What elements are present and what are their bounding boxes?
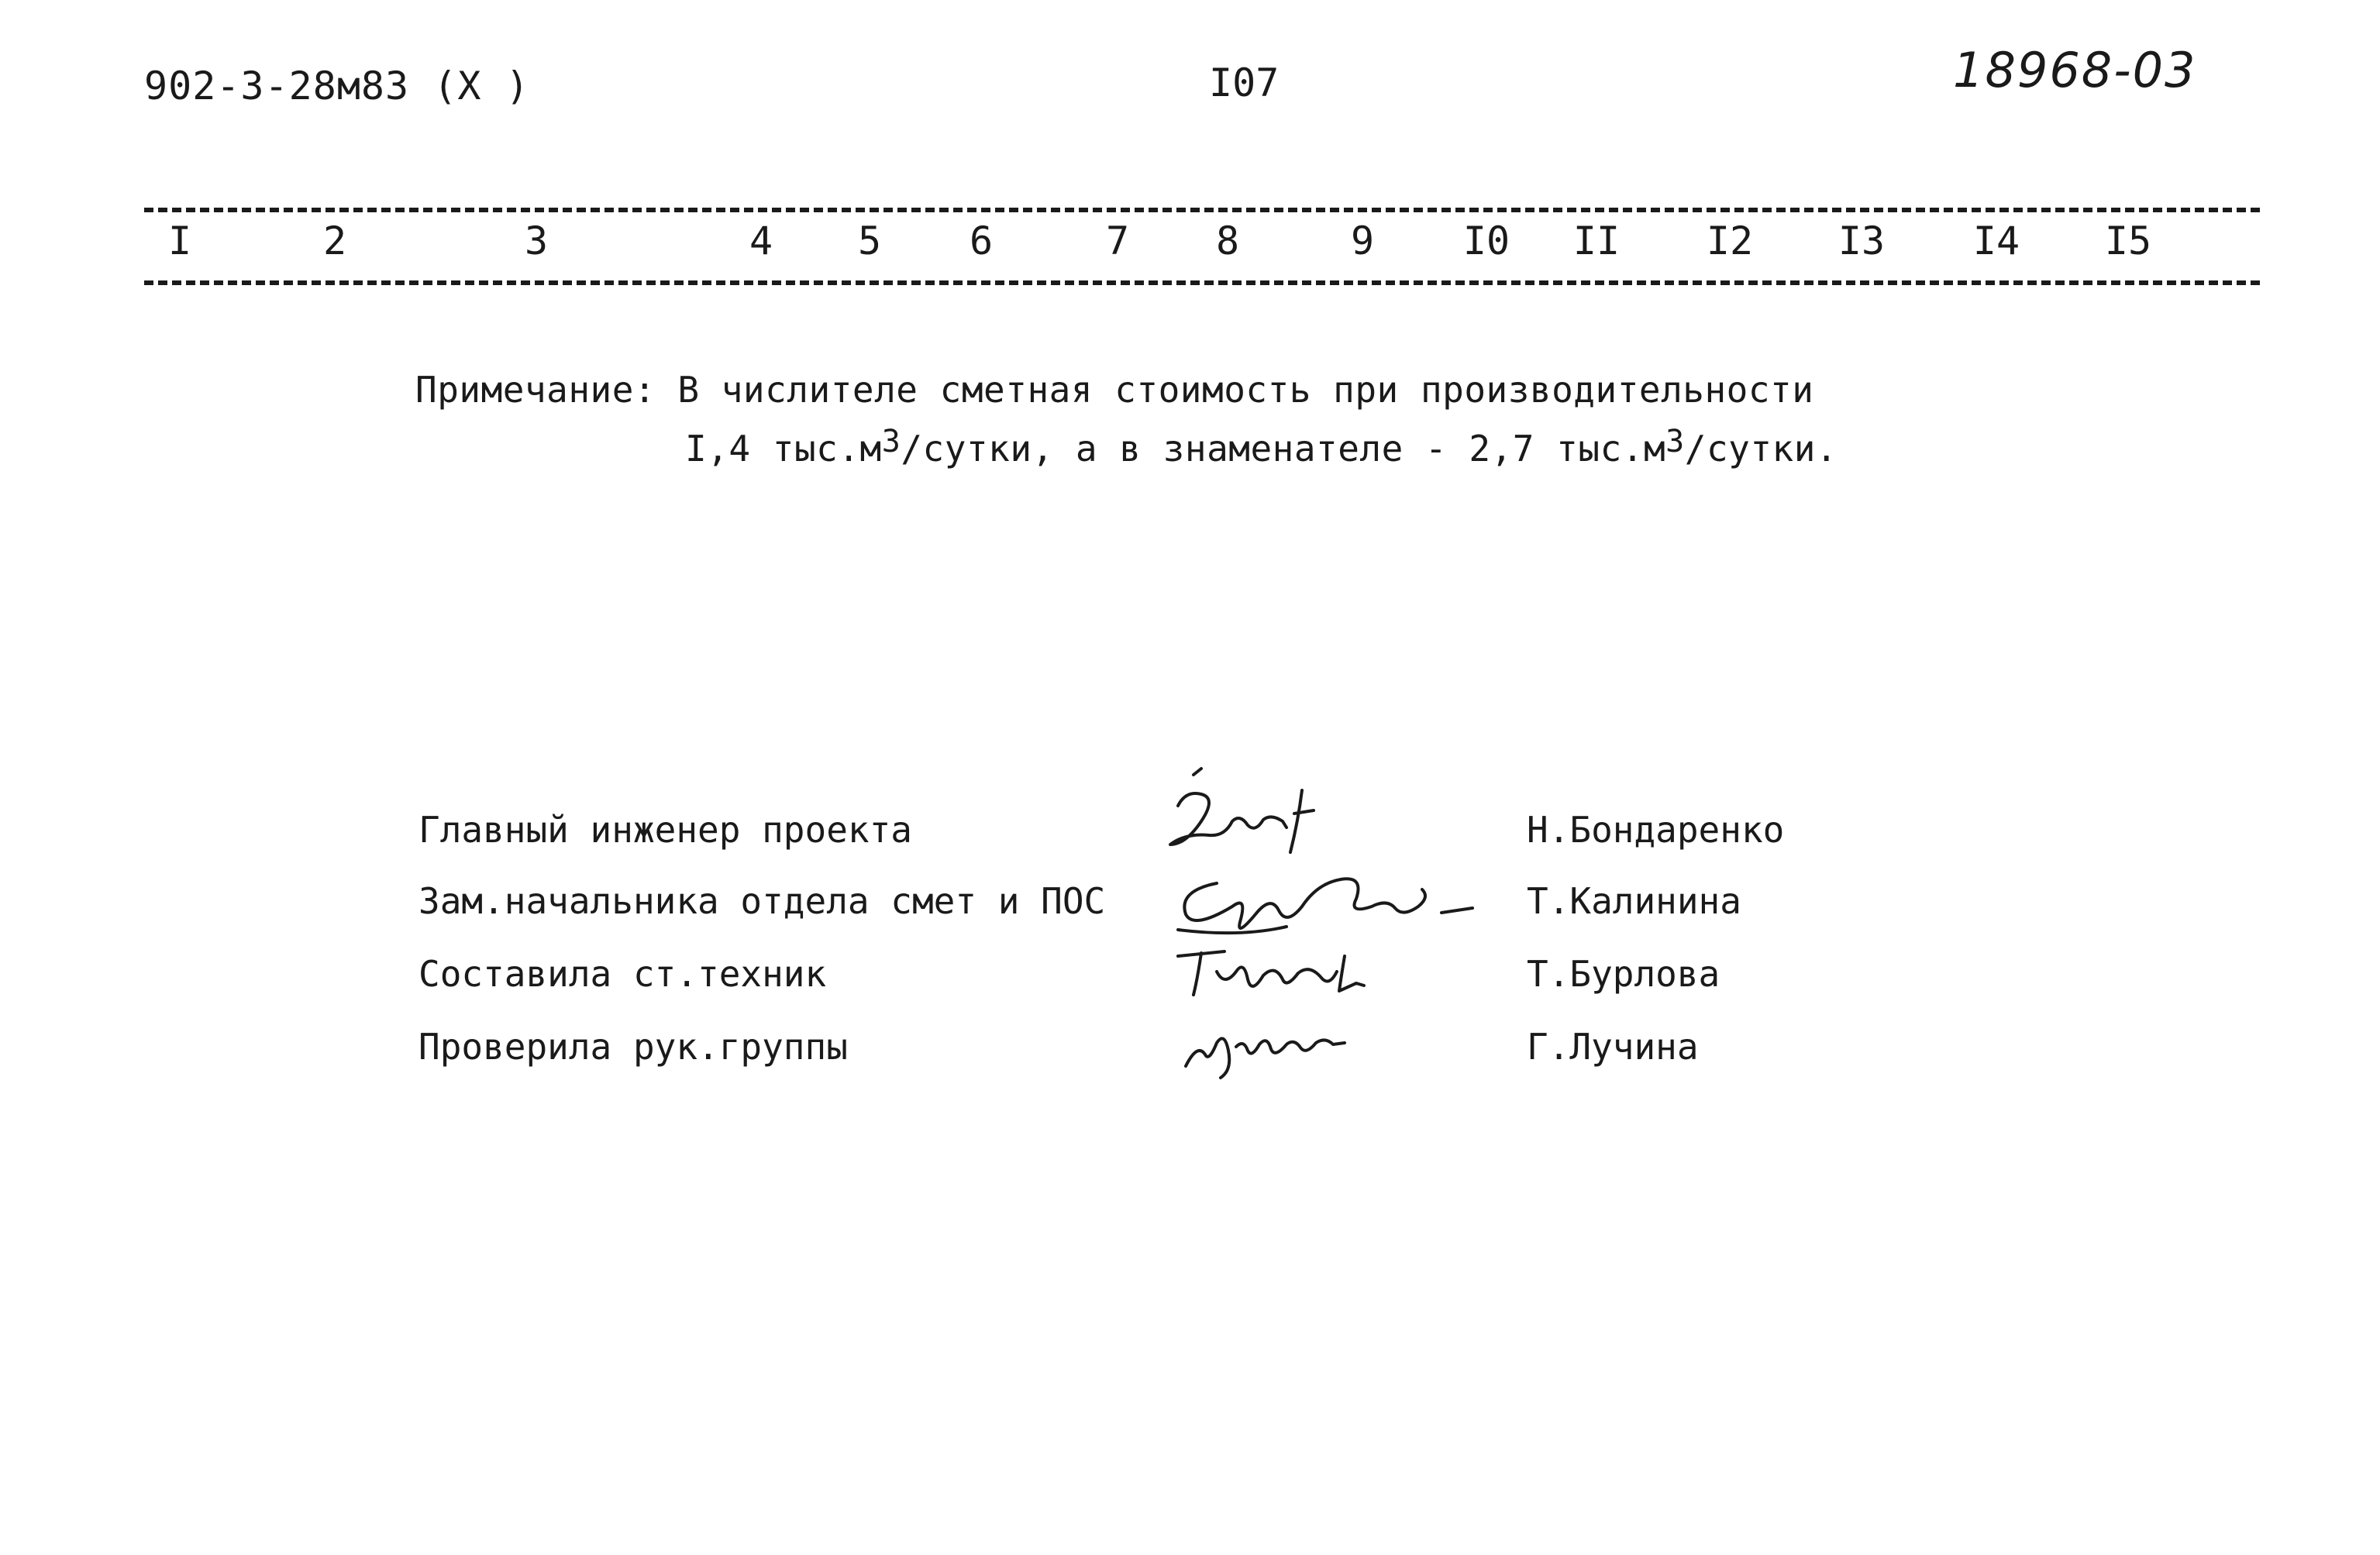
column-number: 2 (322, 218, 347, 263)
document-code: 902-3-28м83 (Х ) (144, 64, 530, 108)
handwritten-signature (1170, 941, 1387, 1010)
column-number: 8 (1215, 218, 1240, 263)
note-line-2-text: /сутки, а в знаменателе - 2,7 тыс.м (901, 428, 1666, 470)
superscript-cubed: 3 (881, 424, 901, 459)
superscript-cubed: 3 (1665, 424, 1685, 459)
column-number: 7 (1105, 218, 1130, 263)
handwritten-signature (1178, 1012, 1356, 1082)
column-number: 9 (1350, 218, 1375, 263)
signatory-role: Проверила рук.группы (418, 1026, 848, 1068)
note-line-2 (685, 424, 1838, 470)
signatory-name: Т.Калинина (1527, 880, 1741, 922)
note-line-2-text: I,4 тыс.м (685, 428, 882, 470)
note-line-1: Примечание: В числителе сметная стоимость при производительности (415, 369, 1814, 411)
signatory-name: Н.Бондаренко (1527, 809, 1785, 851)
note-line-2-text: /сутки. (1684, 428, 1838, 470)
column-number: I5 (2104, 218, 2152, 263)
dashed-rule-top (144, 208, 2260, 212)
dashed-rule-bottom (144, 280, 2260, 285)
signatory-role: Составила ст.техник (418, 953, 827, 995)
signatory-role: Главный инженер проекта (418, 809, 912, 851)
column-number: 6 (969, 218, 994, 263)
column-number: 3 (524, 218, 549, 263)
page-number: I07 (1209, 60, 1280, 105)
archive-stamp-number: 18968-03 (1953, 42, 2197, 98)
signatory-role: Зам.начальника отдела смет и ПОС (418, 880, 1106, 922)
column-number: I3 (1838, 218, 1886, 263)
column-number: I (167, 218, 192, 263)
column-number: 5 (857, 218, 882, 263)
signatory-name: Т.Бурлова (1527, 953, 1720, 995)
column-number: II (1572, 218, 1621, 263)
column-number: I4 (1972, 218, 2020, 263)
column-number: 4 (749, 218, 773, 263)
column-number: I2 (1706, 218, 1754, 263)
handwritten-signature (1162, 852, 1488, 953)
column-number: I0 (1462, 218, 1510, 263)
signatory-name: Г.Лучина (1527, 1026, 1699, 1068)
